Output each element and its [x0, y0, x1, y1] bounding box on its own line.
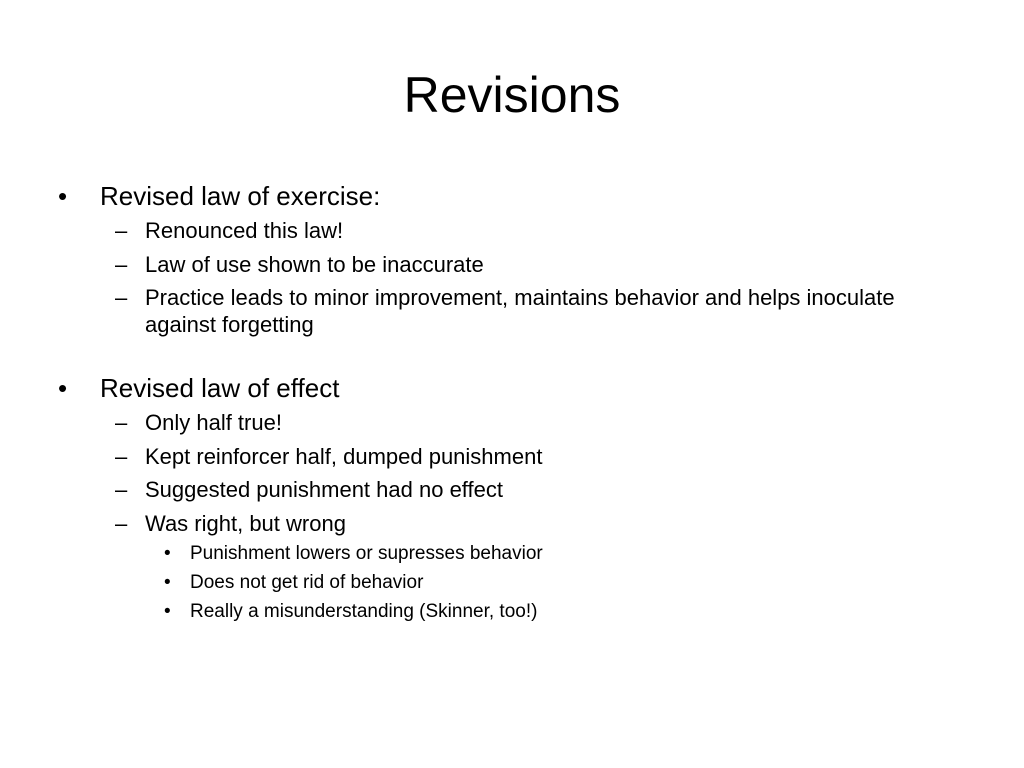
bullet-revised-law-of-effect: [56, 372, 956, 404]
sub-bullet: [56, 285, 956, 338]
bullet-marker: •: [164, 572, 171, 593]
sub-sub-bullet-text: Punishment lowers or supresses behavior: [190, 543, 543, 564]
sub-bullet: [56, 218, 956, 245]
sub-bullet-text: Practice leads to minor improvement, maintains behavior and helps inoculate against forgetting: [145, 285, 895, 337]
sub-sub-bullet-text: Really a misunderstanding (Skinner, too!): [190, 601, 538, 622]
sub-bullet-text: Law of use shown to be inaccurate: [145, 251, 484, 277]
dash-marker: –: [115, 251, 128, 277]
slide-content: [56, 180, 956, 624]
sub-bullet: [56, 252, 956, 279]
bullet-revised-law-of-exercise: [56, 180, 956, 212]
dash-marker: –: [115, 218, 128, 243]
sub-bullet-text: Only half true!: [145, 410, 282, 435]
slide-title: Revisions: [403, 67, 621, 123]
bullet-marker: •: [58, 373, 68, 403]
spacer: [56, 338, 956, 372]
bullet-text: Revised law of effect: [100, 373, 340, 403]
sub-bullet-text: Renounced this law!: [145, 218, 344, 243]
dash-marker: –: [115, 477, 128, 502]
sub-bullet: [56, 444, 956, 471]
sub-bullet: [56, 511, 956, 538]
bullet-marker: •: [164, 543, 171, 564]
sub-sub-bullet: [56, 542, 956, 566]
bullet-text: Revised law of exercise:: [100, 181, 381, 211]
bullet-marker: •: [164, 601, 171, 622]
dash-marker: –: [115, 443, 128, 469]
sub-bullet-text: Suggested punishment had no effect: [145, 477, 503, 502]
dash-marker: –: [115, 510, 128, 536]
sub-bullet: [56, 477, 956, 504]
sub-sub-bullet-text: Does not get rid of behavior: [190, 572, 424, 593]
sub-bullet: [56, 410, 956, 437]
sub-bullet-text: Kept reinforcer half, dumped punishment: [145, 443, 543, 469]
sub-sub-bullet: [56, 600, 956, 624]
dash-marker: –: [115, 410, 128, 435]
dash-marker: –: [115, 285, 128, 310]
sub-sub-bullet: [56, 571, 956, 595]
sub-bullet-text: Was right, but wrong: [145, 510, 346, 536]
bullet-marker: •: [58, 181, 68, 211]
